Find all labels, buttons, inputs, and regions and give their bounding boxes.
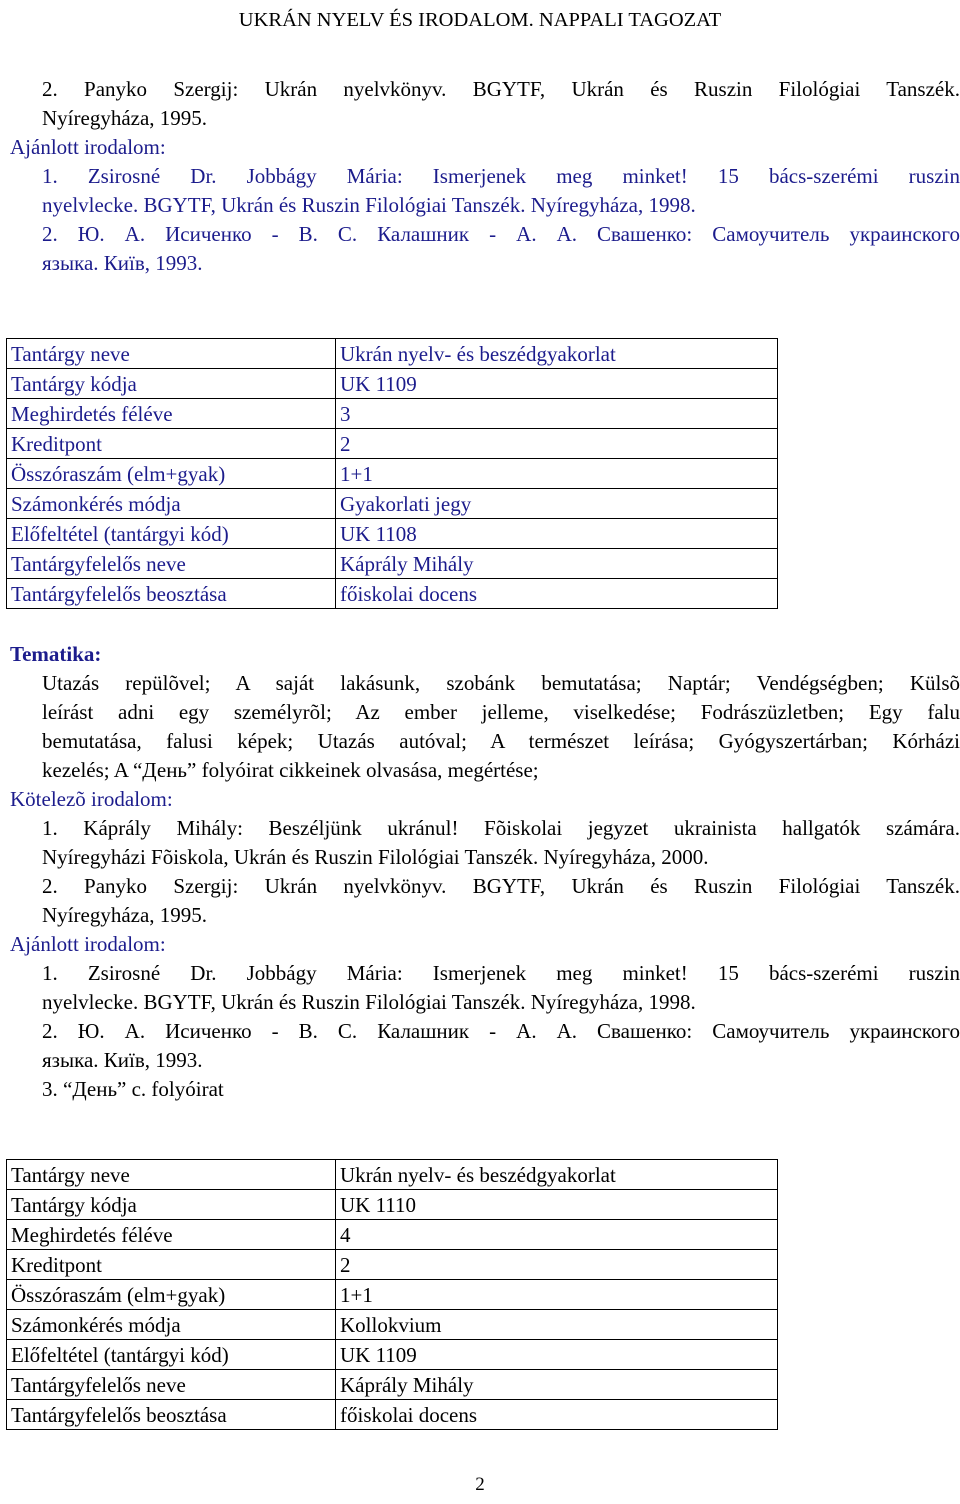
field-label: Előfeltétel (tantárgyi kód) (7, 519, 336, 549)
field-label: Összóraszám (elm+gyak) (7, 1280, 336, 1310)
literature-item-cont: языка. Київ, 1993. (42, 251, 203, 275)
field-value: 2 (336, 1250, 778, 1280)
field-value: UK 1109 (336, 1340, 778, 1370)
literature-item: 1. Zsirosné Dr. Jobbágy Mária: Ismerjenek meg minket! 15 bács-szerémi ruszin (42, 164, 960, 188)
table-row (7, 1280, 778, 1310)
field-label: Kreditpont (7, 1250, 336, 1280)
field-label: Előfeltétel (tantárgyi kód) (7, 1340, 336, 1370)
field-value: 3 (336, 399, 778, 429)
field-value: főiskolai docens (336, 1400, 778, 1430)
field-label: Számonkérés módja (7, 1310, 336, 1340)
table-row (7, 399, 778, 429)
field-label: Tantárgyfelelős beosztása (7, 1400, 336, 1430)
topics-line: kezelés; A “День” folyóirat cikkeinek olvasása, megértése; (42, 758, 539, 782)
table-row (7, 1160, 778, 1190)
field-value: 1+1 (336, 459, 778, 489)
literature-item: 2. Panyko Szergij: Ukrán nyelvkönyv. BGYTF, Ukrán és Ruszin Filológiai Tanszék. (42, 874, 960, 898)
course-info-table (6, 338, 778, 609)
field-value: főiskolai docens (336, 579, 778, 609)
field-value: Káprály Mihály (336, 1370, 778, 1400)
table-row (7, 1400, 778, 1430)
table-row (7, 1220, 778, 1250)
literature-item: 2. Ю. А. Исиченко - В. С. Калашник - А. А. Свашенко: Самоучитель украинского (42, 1019, 960, 1043)
field-value: 2 (336, 429, 778, 459)
table-row (7, 1190, 778, 1220)
required-heading: Kötelezõ irodalom: (10, 787, 173, 811)
field-label: Tantárgy neve (7, 339, 336, 369)
field-value: Gyakorlati jegy (336, 489, 778, 519)
table-row (7, 1340, 778, 1370)
field-label: Összóraszám (elm+gyak) (7, 459, 336, 489)
recommended-heading: Ajánlott irodalom: (10, 932, 166, 956)
field-label: Tantárgy neve (7, 1160, 336, 1190)
course-description (10, 640, 960, 1104)
table-row (7, 579, 778, 609)
field-label: Tantárgyfelelős neve (7, 1370, 336, 1400)
running-header: UKRÁN NYELV ÉS IRODALOM. NAPPALI TAGOZAT (238, 9, 722, 31)
literature-item-cont: nyelvlecke. BGYTF, Ukrán és Ruszin Filológiai Tanszék. Nyíregyháza, 1998. (42, 990, 696, 1014)
field-label: Kreditpont (7, 429, 336, 459)
field-value: 1+1 (336, 1280, 778, 1310)
literature-item: 1. Zsirosné Dr. Jobbágy Mária: Ismerjenek meg minket! 15 bács-szerémi ruszin (42, 961, 960, 985)
field-value: UK 1108 (336, 519, 778, 549)
table-row (7, 519, 778, 549)
table-row (7, 489, 778, 519)
literature-item-cont: nyelvlecke. BGYTF, Ukrán és Ruszin Filológiai Tanszék. Nyíregyháza, 1998. (42, 193, 696, 217)
topics-heading: Tematika: (10, 642, 102, 666)
field-label: Meghirdetés féléve (7, 1220, 336, 1250)
literature-item-cont: Nyíregyháza, 1995. (42, 903, 208, 927)
table-row (7, 1310, 778, 1340)
field-value: UK 1110 (336, 1190, 778, 1220)
table-row (7, 429, 778, 459)
field-value: 4 (336, 1220, 778, 1250)
literature-item: 1. Káprály Mihály: Beszéljünk ukránul! Fõiskolai jegyzet ukrainista hallgatók számára. (42, 816, 960, 840)
topics-line: Utazás repülõvel; A saját lakásunk, szobánk bemutatása; Naptár; Vendégségben; Külsõ (42, 671, 960, 695)
field-label: Tantárgyfelelős neve (7, 549, 336, 579)
literature-item-cont: языка. Київ, 1993. (42, 1048, 203, 1072)
field-label: Számonkérés módja (7, 489, 336, 519)
field-value: Ukrán nyelv- és beszédgyakorlat (336, 1160, 778, 1190)
course-info-table-2 (6, 1159, 778, 1430)
table-row (7, 459, 778, 489)
field-value: Káprály Mihály (336, 549, 778, 579)
top-literature (10, 75, 960, 278)
field-value: Kollokvium (336, 1310, 778, 1340)
field-value: Ukrán nyelv- és beszédgyakorlat (336, 339, 778, 369)
field-label: Tantárgyfelelős beosztása (7, 579, 336, 609)
page-number: 2 (475, 1474, 485, 1495)
field-value: UK 1109 (336, 369, 778, 399)
field-label: Tantárgy kódja (7, 1190, 336, 1220)
table-row (7, 369, 778, 399)
topics-line: leírást adni egy személyrõl; Az ember jelleme, viselkedése; Fodrászüzletben; Egy falu (42, 700, 960, 724)
literature-item-cont: Nyíregyháza, 1995. (42, 106, 208, 130)
table-row (7, 549, 778, 579)
recommended-heading: Ajánlott irodalom: (10, 135, 166, 159)
table-row (7, 339, 778, 369)
literature-item: 3. “День” c. folyóirat (42, 1077, 224, 1101)
literature-item: 2. Panyko Szergij: Ukrán nyelvkönyv. BGYTF, Ukrán és Ruszin Filológiai Tanszék. (42, 77, 960, 101)
field-label: Meghirdetés féléve (7, 399, 336, 429)
table-row (7, 1370, 778, 1400)
field-label: Tantárgy kódja (7, 369, 336, 399)
literature-item: 2. Ю. А. Исиченко - В. С. Калашник - А. А. Свашенко: Самоучитель украинского (42, 222, 960, 246)
topics-line: bemutatása, falusi képek; Utazás autóval; A természet leírása; Gyógyszertárban; Kórházi (42, 729, 960, 753)
table-row (7, 1250, 778, 1280)
literature-item-cont: Nyíregyházi Fõiskola, Ukrán és Ruszin Filológiai Tanszék. Nyíregyháza, 2000. (42, 845, 709, 869)
